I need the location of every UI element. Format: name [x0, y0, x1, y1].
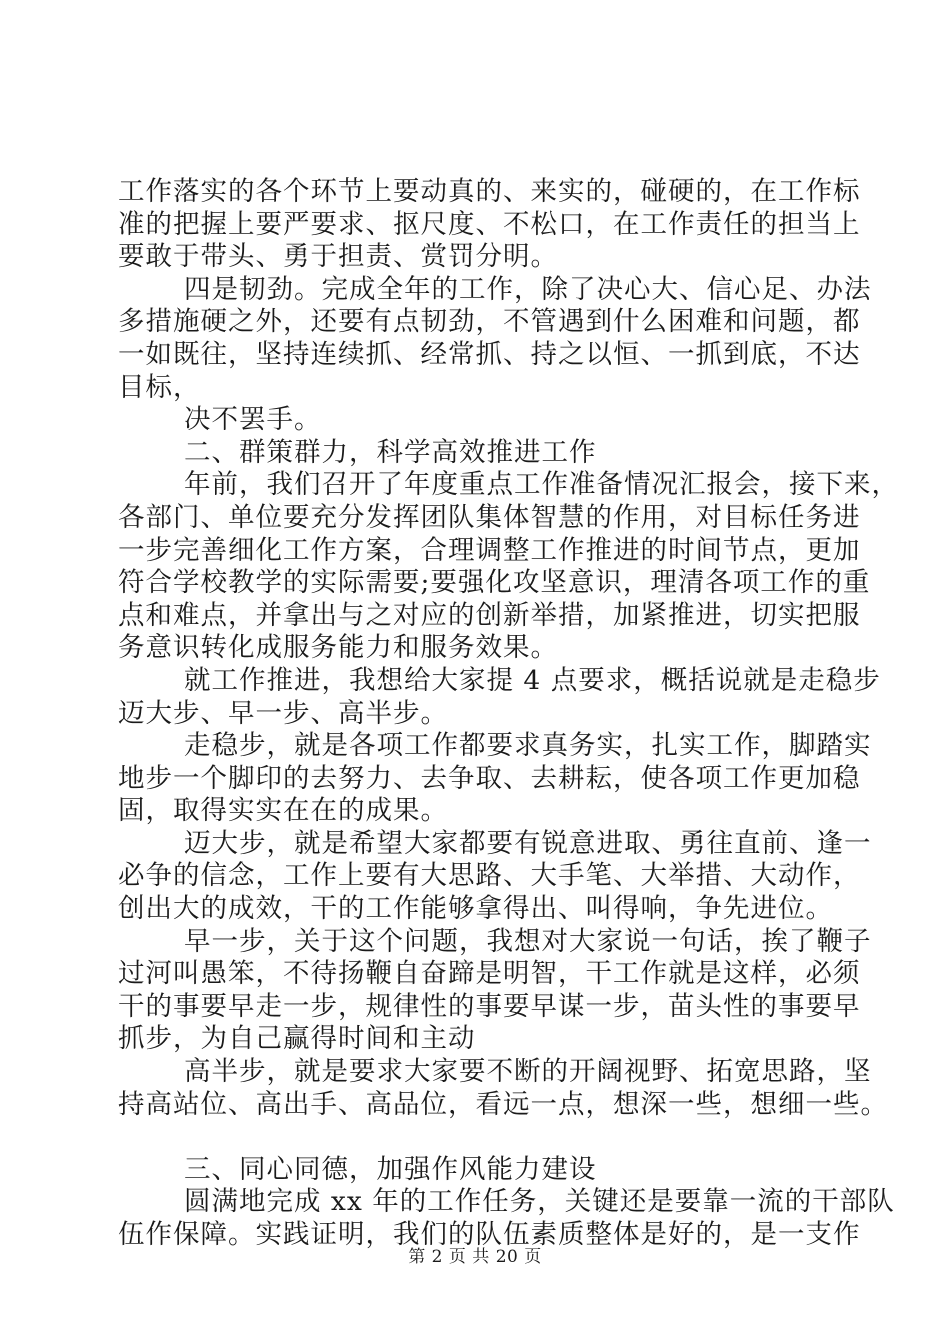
text-line: 创出大的成效，干的工作能够拿得出、叫得响，争先进位。 — [118, 893, 833, 925]
text-line: 固，取得实实在在的成果。 — [118, 795, 448, 827]
text-line: 符合学校教学的实际需要;要强化攻坚意识，理清各项工作的重 — [118, 567, 871, 599]
text-line: 走稳步，就是各项工作都要求真务实，扎实工作，脚踏实 — [184, 730, 872, 762]
text-line: 三、同心同德，加强作风能力建设 — [184, 1153, 597, 1185]
document-body — [118, 176, 899, 1252]
text-line: 就工作推进，我想给大家提 4 点要求，概括说就是走稳步 — [184, 664, 881, 696]
text-line: 迈大步、早一步、高半步。 — [118, 697, 448, 729]
text-line: 各部门、单位要充分发挥团队集体智慧的作用，对目标任务进 — [118, 501, 861, 533]
text-line: 点和难点，并拿出与之对应的创新举措，加紧推进，切实把服 — [118, 599, 861, 631]
text-line: 持高站位、高出手、高品位，看远一点，想深一些，想细一些。 — [118, 1088, 888, 1120]
text-line: 早一步，关于这个问题，我想对大家说一句话，挨了鞭子 — [184, 925, 872, 957]
text-line: 多措施硬之外，还要有点韧劲，不管遇到什么困难和问题，都 — [118, 306, 861, 338]
text-line: 伍作保障。实践证明，我们的队伍素质整体是好的，是一支作 — [118, 1219, 861, 1250]
text-line: 准的把握上要严要求、抠尺度、不松口，在工作责任的担当上 — [118, 208, 861, 240]
text-line: 圆满地完成 xx 年的工作任务，关键还是要靠一流的干部队 — [184, 1186, 895, 1218]
text-line: 工作落实的各个环节上要动真的、来实的，碰硬的，在工作标 — [118, 176, 861, 207]
text-line: 过河叫愚笨，不待扬鞭自奋蹄是明智，干工作就是这样，必须 — [118, 958, 861, 990]
text-line: 地步一个脚印的去努力、去争取、去耕耘，使各项工作更加稳 — [118, 762, 861, 794]
text-line: 年前，我们召开了年度重点工作准备情况汇报会，接下来， — [184, 469, 899, 501]
text-line: 务意识转化成服务能力和服务效果。 — [118, 632, 558, 664]
text-line: 目标， — [118, 371, 201, 403]
text-line: 二、群策群力，科学高效推进工作 — [184, 436, 597, 468]
text-line: 四是韧劲。完成全年的工作，除了决心大、信心足、办法 — [184, 273, 872, 305]
text-line: 一步完善细化工作方案，合理调整工作推进的时间节点，更加 — [118, 534, 861, 566]
text-line: 高半步，就是要求大家要不断的开阔视野、拓宽思路，坚 — [184, 1056, 872, 1088]
blank-line — [118, 1121, 838, 1154]
page-footer: 第 2 页 共 20 页 — [408, 1247, 542, 1267]
text-line: 一如既往，坚持连续抓、经常抓、持之以恒、一抓到底，不达 — [118, 338, 861, 370]
text-line: 抓步，为自己赢得时间和主动 — [118, 1023, 476, 1055]
text-line: 决不罢手。 — [184, 404, 322, 436]
text-line: 必争的信念，工作上要有大思路、大手笔、大举措、大动作， — [118, 860, 861, 892]
text-line: 迈大步，就是希望大家都要有锐意进取、勇往直前、逢一 — [184, 827, 872, 859]
text-line: 干的事要早走一步，规律性的事要早谋一步，苗头性的事要早 — [118, 990, 861, 1022]
text-line: 要敢于带头、勇于担责、赏罚分明。 — [118, 241, 558, 273]
